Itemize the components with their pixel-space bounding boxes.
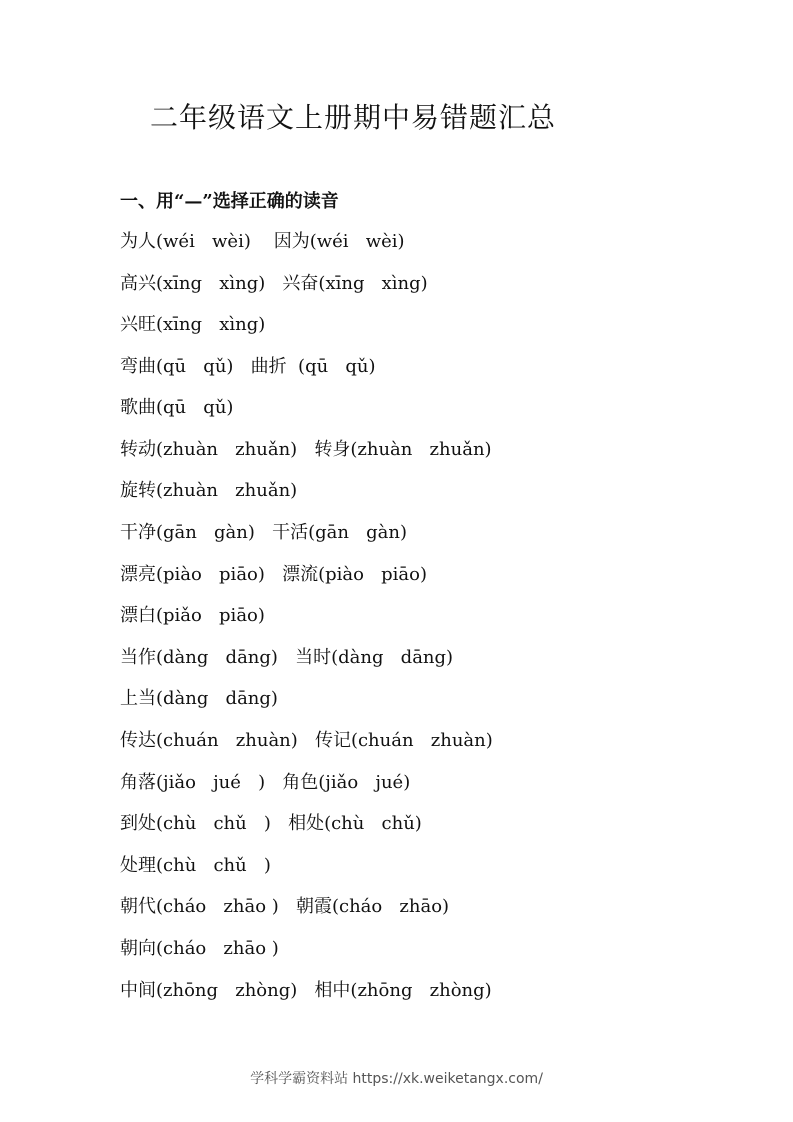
exercise-line: 漂亮(piào piāo) 漂流(piào piāo) (120, 564, 427, 585)
exercise-line: 到处(chù chǔ ) 相处(chù chǔ) (120, 813, 422, 834)
exercise-line: 角落(jiǎo jué ) 角色(jiǎo jué) (120, 772, 411, 793)
exercise-line: 朝代(cháo zhāo ) 朝霞(cháo zhāo) (120, 896, 450, 917)
exercise-line: 朝向(cháo zhāo ) (120, 938, 279, 959)
exercise-line: 上当(dàng dāng) (120, 688, 278, 709)
exercise-line: 高兴(xīng xìng) 兴奋(xīng xìng) (120, 273, 428, 294)
exercise-line: 转动(zhuàn zhuǎn) 转身(zhuàn zhuǎn) (120, 439, 492, 460)
exercise-line: 当作(dàng dāng) 当时(dàng dāng) (120, 647, 454, 668)
page-title: 二年级语文上册期中易错题汇总 (150, 101, 557, 134)
footer-watermark: 学科学霸资料站 https://xk.weiketangx.com/ (250, 1071, 543, 1087)
exercise-line: 干净(gān gàn) 干活(gān gàn) (120, 522, 407, 543)
exercise-line: 旋转(zhuàn zhuǎn) (120, 480, 298, 501)
exercise-line: 歌曲(qū qǔ) (120, 397, 234, 418)
exercise-line: 漂白(piǎo piāo) (120, 605, 265, 626)
section-heading: 一、用“—”选择正确的读音 (120, 191, 339, 212)
exercise-line: 中间(zhōng zhòng) 相中(zhōng zhòng) (120, 980, 492, 1001)
exercise-line: 处理(chù chǔ ) (120, 855, 271, 876)
exercise-line: 为人(wéi wèi) 因为(wéi wèi) (120, 231, 405, 252)
exercise-line: 弯曲(qū qǔ) 曲折 (qū qǔ) (120, 356, 376, 377)
exercise-line: 传达(chuán zhuàn) 传记(chuán zhuàn) (120, 730, 493, 751)
exercise-line: 兴旺(xīng xìng) (120, 314, 266, 335)
